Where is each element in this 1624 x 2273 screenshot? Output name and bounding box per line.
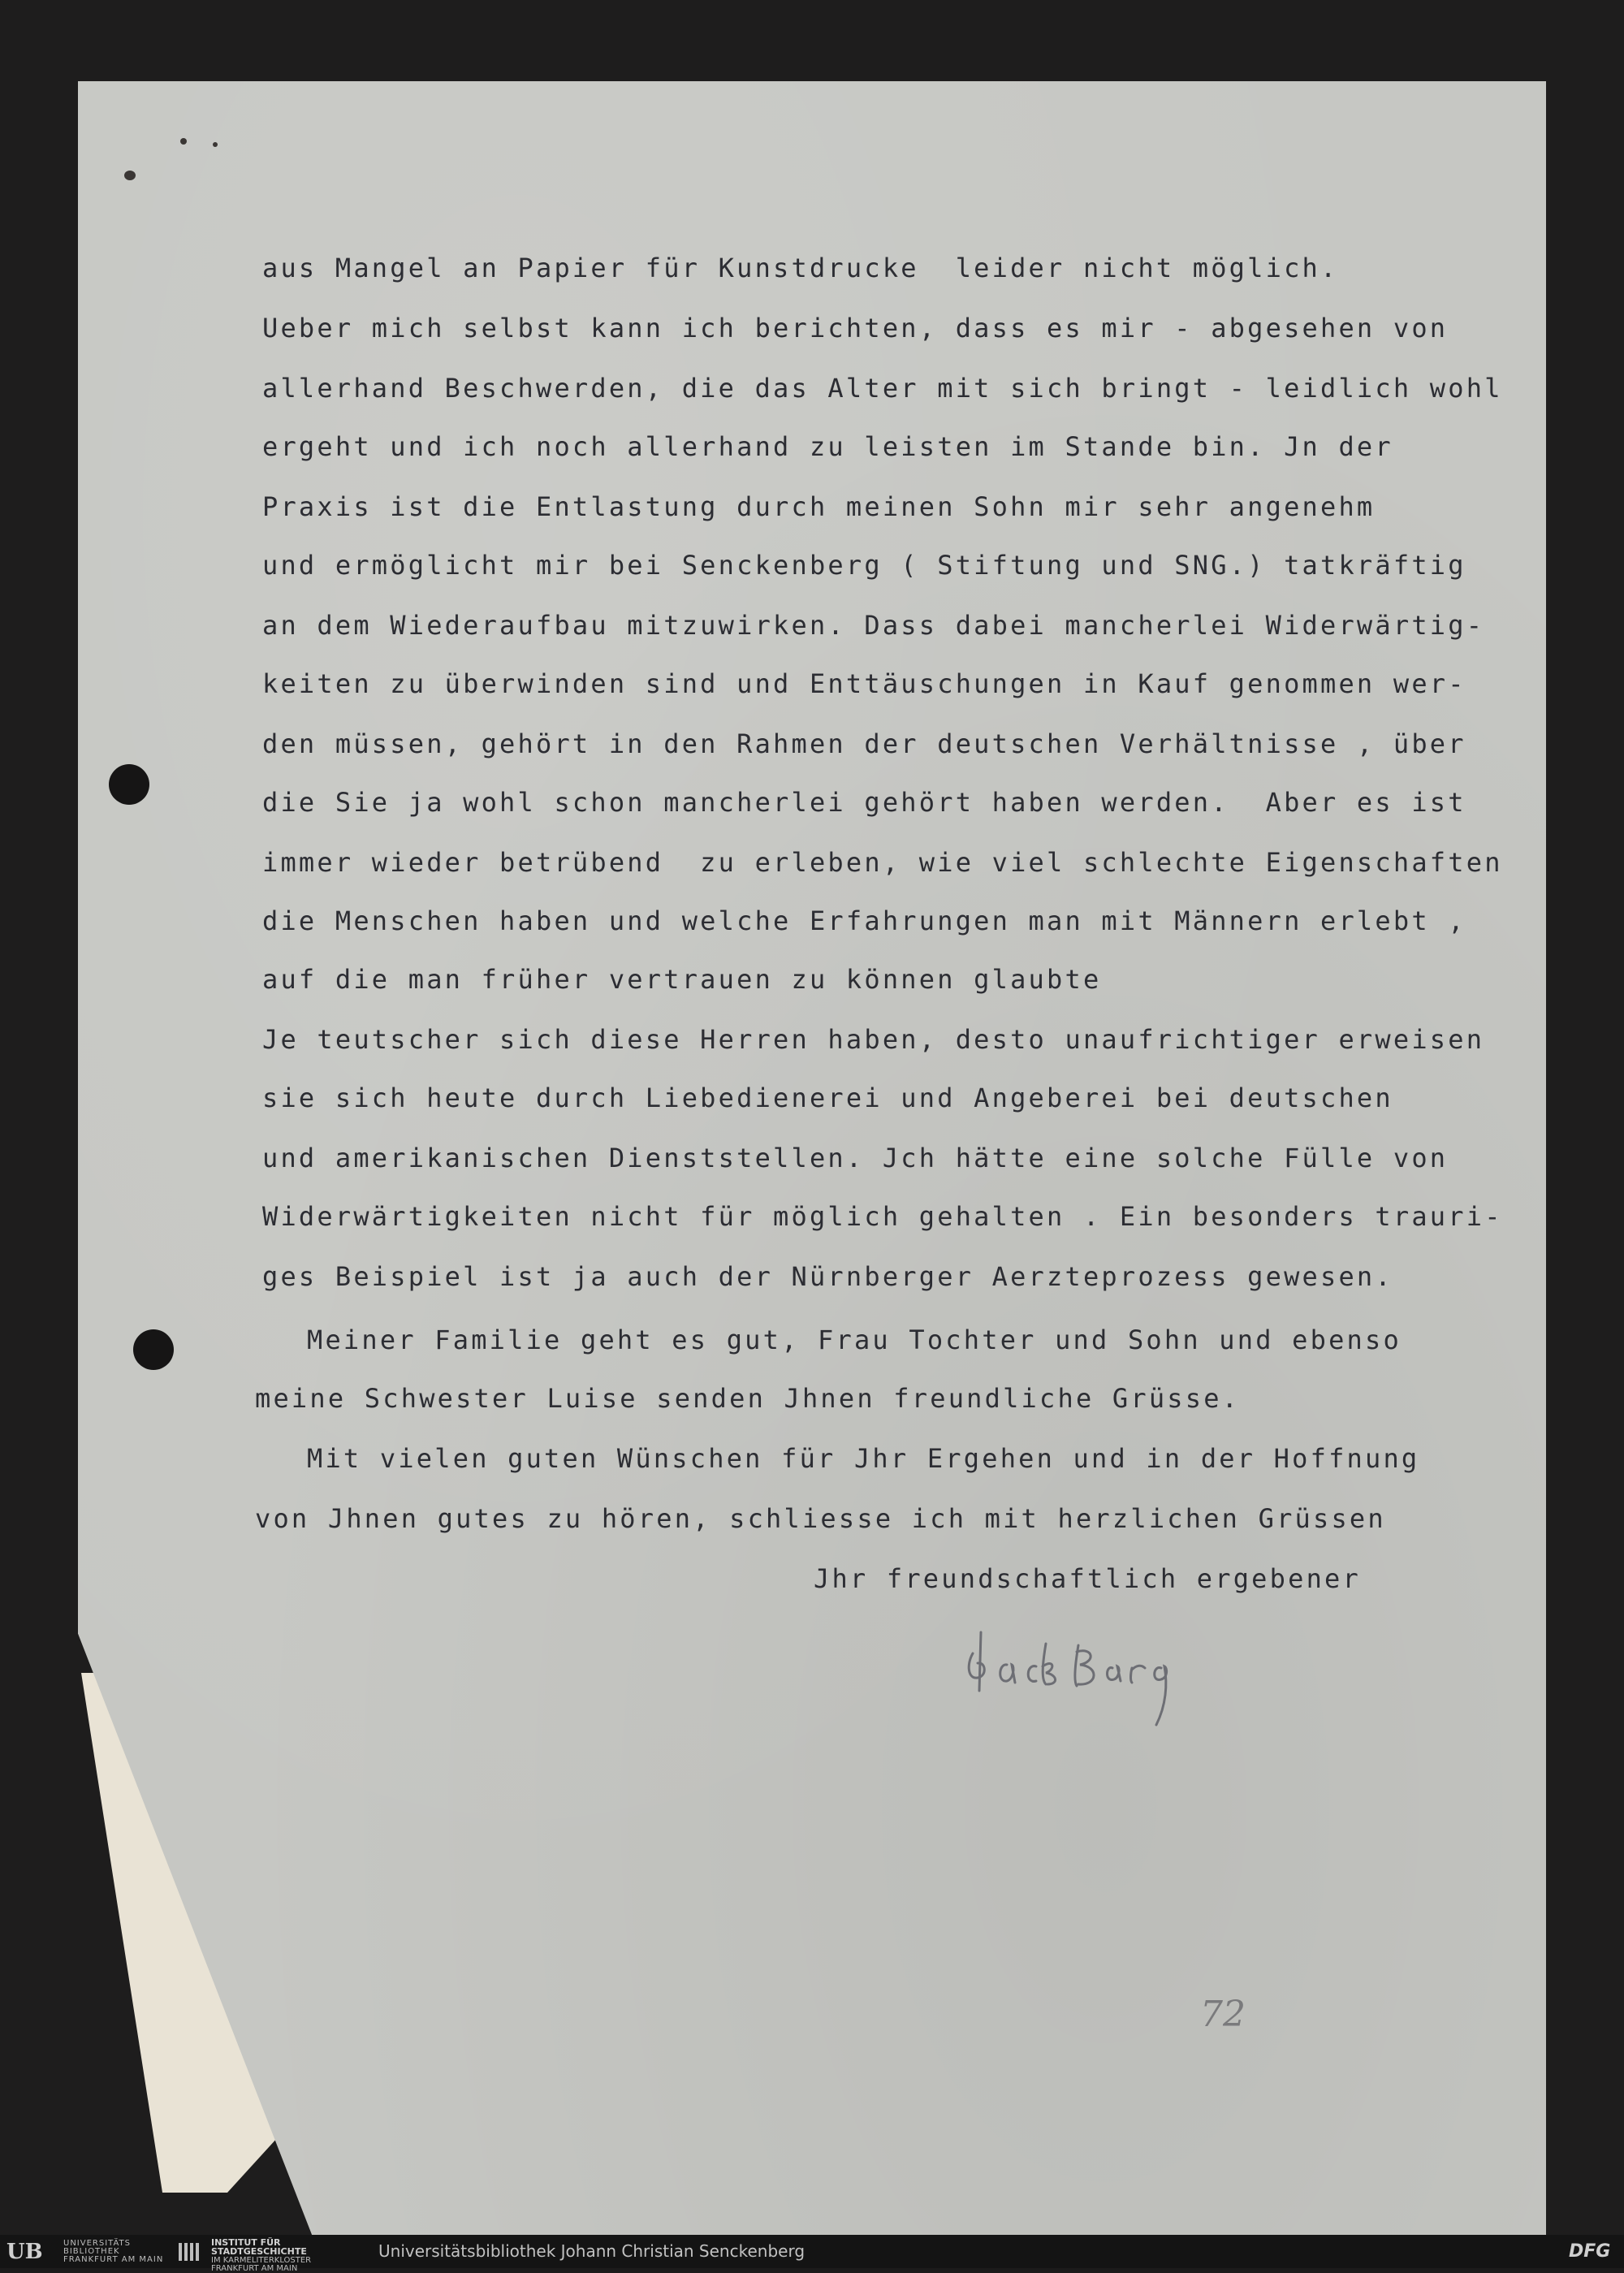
page-number: 72 — [1200, 1994, 1246, 2035]
letter-line: Praxis ist die Entlastung durch meinen Sohn mir sehr angenehm — [262, 491, 1376, 522]
letter-line: sie sich heute durch Liebedienerei und Angeberei bei deutschen — [262, 1082, 1393, 1113]
letter-line: meine Schwester Luise senden Jhnen freundliche Grüsse. — [255, 1383, 1241, 1414]
letter-line: an dem Wiederaufbau mitzuwirken. Dass dabei mancherlei Widerwärtig- — [262, 610, 1485, 641]
letter-line: die Menschen haben und welche Erfahrungen man mit Männern erlebt , — [262, 905, 1466, 936]
isg-building-icon — [177, 2241, 201, 2262]
handwritten-signature — [958, 1616, 1218, 1738]
letter-line: auf die man früher vertrauen zu können glaubte — [262, 964, 1102, 995]
footer-caption: Universitätsbibliothek Johann Christian Senckenberg — [378, 2241, 806, 2261]
letter-line: Meiner Familie geht es gut, Frau Tochter und Sohn und ebenso — [307, 1324, 1402, 1355]
letter-line: immer wieder betrübend zu erleben, wie viel schlechte Eigenschaften — [262, 847, 1503, 878]
letter-line: ges Beispiel ist ja auch der Nürnberger Aerzteprozess gewesen. — [262, 1261, 1393, 1292]
isg-title: INSTITUT FÜR STADTGESCHICHTE — [211, 2237, 307, 2257]
letter-line: Ueber mich selbst kann ich berichten, dass es mir - abgesehen von — [262, 313, 1449, 344]
letter-line: Widerwärtigkeiten nicht für möglich gehalten . Ein besonders trauri- — [262, 1201, 1503, 1232]
dfg-logo: DFG — [1569, 2241, 1611, 2262]
footer-bar — [0, 2235, 1624, 2273]
letter-line: und ermöglicht mir bei Senckenberg ( Stiftung und SNG.) tatkräftig — [262, 550, 1466, 581]
letter-line: allerhand Beschwerden, die das Alter mit sich bringt - leidlich wohl — [262, 373, 1503, 404]
letter-line: keiten zu überwinden sind und Enttäuschungen in Kauf genommen wer- — [262, 668, 1466, 699]
letter-line: von Jhnen gutes zu hören, schliesse ich mit herzlichen Grüssen — [255, 1503, 1386, 1534]
letter-line: Je teutscher sich diese Herren haben, desto unaufrichtiger erweisen — [262, 1024, 1485, 1055]
letter-line: die Sie ja wohl schon mancherlei gehört haben werden. Aber es ist — [262, 787, 1466, 818]
isg-subtitle: IM KARMELITERKLOSTER FRANKFURT AM MAIN — [211, 2256, 312, 2273]
letter-line: ergeht und ich noch allerhand zu leisten im Stande bin. Jn der — [262, 431, 1393, 462]
ub-logo: UB — [6, 2240, 43, 2264]
letter-line: den müssen, gehört in den Rahmen der deutschen Verhältnisse , über — [262, 728, 1466, 759]
letter-closing: Jhr freundschaftlich ergebener — [814, 1563, 1361, 1594]
letter-line: Mit vielen guten Wünschen für Jhr Ergehen und in der Hoffnung — [307, 1443, 1420, 1474]
ub-library-name: UNIVERSITÄTS BIBLIOTHEK FRANKFURT AM MAIN — [63, 2239, 164, 2264]
letter-line: und amerikanischen Dienststellen. Jch hätte eine solche Fülle von — [262, 1143, 1449, 1173]
letter-line: aus Mangel an Papier für Kunstdrucke leider nicht möglich. — [262, 253, 1339, 283]
